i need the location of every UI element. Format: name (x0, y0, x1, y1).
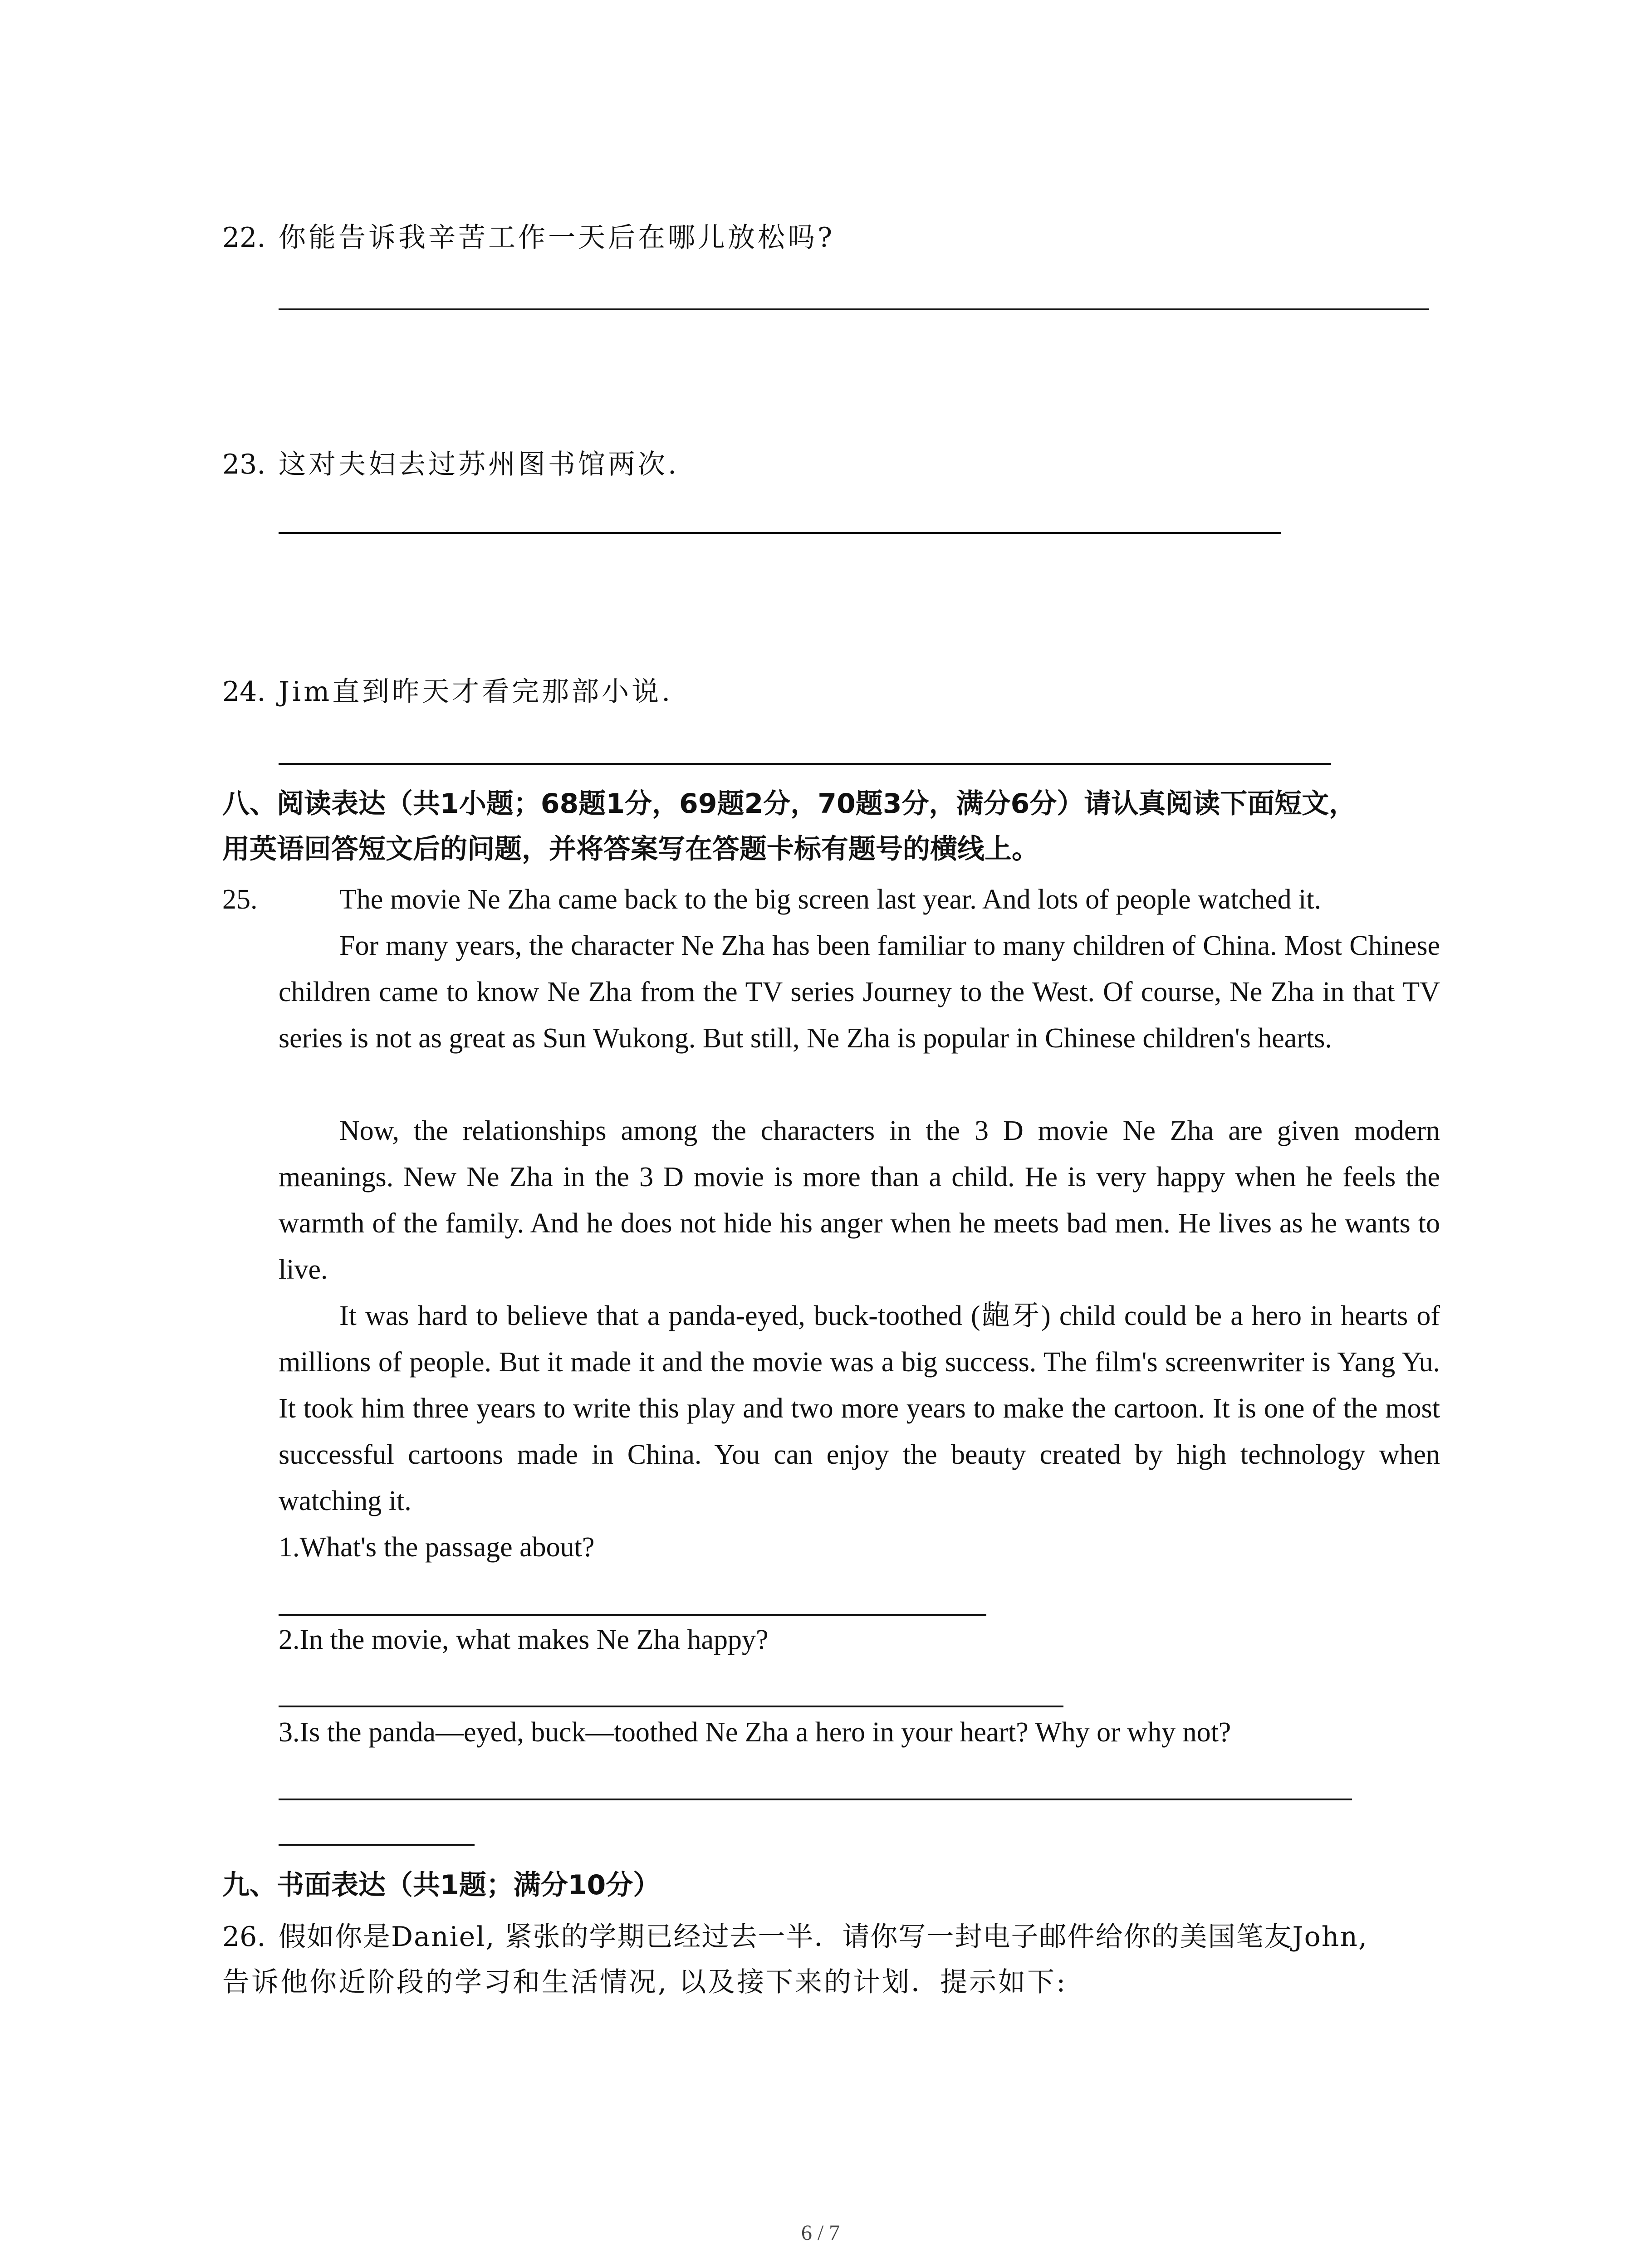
answer-line-23[interactable] (279, 532, 1281, 534)
answer-line-25-3a[interactable] (279, 1799, 1352, 1800)
sub-question-3: 3.Is the panda—eyed, buck—toothed Ne Zha a hero in your heart? Why or why not? (279, 1717, 1231, 1748)
answer-line-25-1[interactable] (279, 1614, 986, 1616)
question-23-number: 23. (222, 449, 266, 480)
page-number: 6 / 7 (801, 2221, 840, 2245)
question-22-number: 22. (222, 222, 266, 254)
passage-paragraph-4: It was hard to believe that a panda-eyed, buck-toothed (龅牙) child could be a hero in hearts of millions of people. But it made it and the movie was a big success. The film's screenwriter is Yang Yu. It took him three years to write this play and two more years to make the cartoon. It is one of the most successful cartoons made in China. You can enjoy the beauty created by high technology when watching it. (279, 1300, 1440, 1516)
answer-line-22[interactable] (279, 308, 1429, 310)
passage-paragraph-3: Now, the relationships among the characters in the 3 D movie Ne Zha are given modern meanings. New Ne Zha in the 3 D movie is more than a child. He is very happy when he feels the warmth of the family. And he does not hide his anger when he meets bad men. He lives as he wants to live. (279, 1115, 1440, 1285)
answer-line-25-3b[interactable] (279, 1844, 475, 1846)
question-25-number: 25. (222, 884, 258, 915)
question-24-text: Jim直到昨天才看完那部小说. (279, 676, 673, 708)
question-23-text: 这对夫妇去过苏州图书馆两次. (279, 449, 680, 480)
question-26-line2: 告诉他你近阶段的学习和生活情况, 以及接下来的计划．提示如下: (222, 1966, 1068, 1998)
question-22-text: 你能告诉我辛苦工作一天后在哪儿放松吗? (279, 222, 835, 254)
sub-question-2: 2.In the movie, what makes Ne Zha happy? (279, 1624, 769, 1655)
answer-line-24[interactable] (279, 763, 1331, 765)
question-26-line1: 假如你是Daniel, 紧张的学期已经过去一半．请你写一封电子邮件给你的美国笔友John, (279, 1921, 1368, 1953)
question-26-number: 26. (222, 1921, 266, 1953)
section-8-heading-line2: 用英语回答短文后的问题，并将答案写在答题卡标有题号的横线上。 (222, 833, 1039, 865)
passage-paragraph-1: The movie Ne Zha came back to the big screen last year. And lots of people watched it. (339, 884, 1322, 915)
question-24-number: 24. (222, 676, 266, 708)
answer-line-25-2[interactable] (279, 1706, 1063, 1707)
sub-question-1: 1.What's the passage about? (279, 1532, 595, 1563)
section-9-heading: 九、书面表达（共1题；满分10分） (222, 1869, 661, 1901)
passage-paragraph-2: For many years, the character Ne Zha has been familiar to many children of China. Most Chinese children came to know Ne Zha from the TV series Journey to the West. Of course, Ne Zha in that TV series is not as great as Sun Wukong. But still, Ne Zha is popular in Chinese children's hearts. (279, 930, 1440, 1054)
section-8-heading-line1: 八、阅读表达（共1小题；68题1分，69题2分，70题3分，满分6分）请认真阅读下面短文， (222, 788, 1357, 820)
